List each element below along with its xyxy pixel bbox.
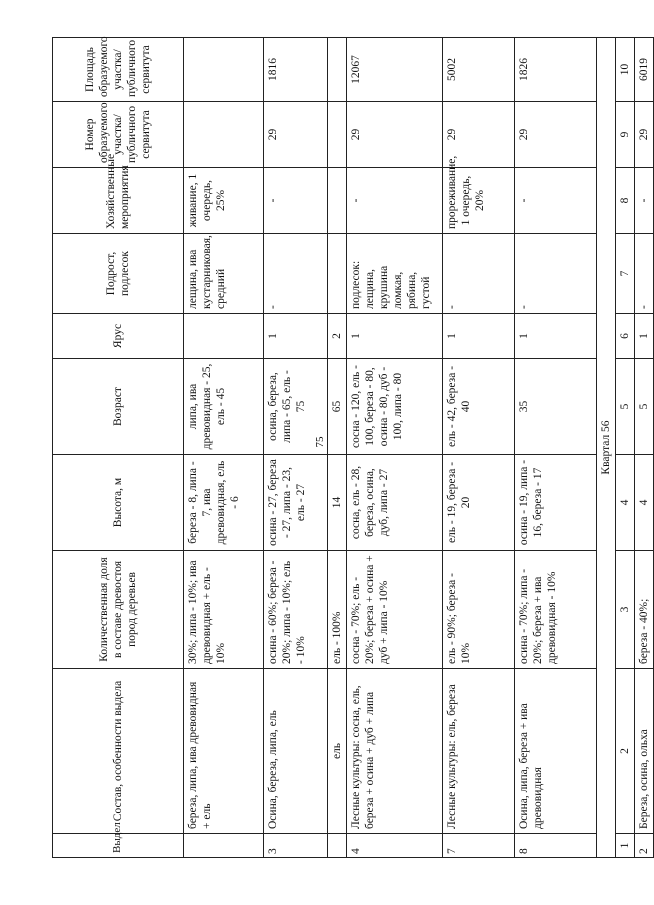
column-numbering-row — [616, 38, 635, 858]
table-row — [443, 38, 515, 858]
cell-podrost: - — [515, 234, 597, 314]
cell-podrost: - — [443, 234, 515, 314]
cell-nomer: 29 — [515, 102, 597, 168]
cell-dolya: сосна - 70%; ель - 20%; береза + осина + дуб + липа - 10% — [347, 551, 443, 669]
cell-vozrast: 35 — [515, 359, 597, 455]
cell-vozrast: липа, ива древовидная - 25, ель - 45 — [184, 359, 264, 455]
cell-yarus — [184, 314, 264, 359]
header-ploshad: Площадь образуемого участка/ публичного сервитута — [53, 38, 184, 102]
header-nomer: Номер образуемого участка/ публичного сервитута — [53, 102, 184, 168]
quarter-label: Квартал 56 — [597, 38, 616, 858]
table-row — [515, 38, 597, 858]
cell-yarus: 1 — [515, 314, 597, 359]
table-row — [635, 38, 654, 858]
cell-vydel — [328, 834, 347, 858]
cell-sostav: Лесные культуры: ель, береза — [443, 669, 515, 834]
cell-podrost: лещина, ива кустарниковая, средний — [184, 234, 264, 314]
cell-vozrast: осина, береза, липа - 65, ель - 75 — [264, 359, 328, 455]
cell-podrost — [328, 234, 347, 314]
quarter-row — [597, 38, 616, 858]
column-number: 9 — [616, 102, 635, 168]
cell-vysota: осина - 27, береза - 27, липа - 23, ель - 27 — [264, 455, 328, 551]
column-number: 10 — [616, 38, 635, 102]
cell-dolya: ель - 100% — [328, 551, 347, 669]
cell-dolya: 30%; липа - 10%; ива древовидная + ель - 10% — [184, 551, 264, 669]
cell-dolya: береза - 40%; — [635, 551, 654, 669]
forest-inventory-table — [52, 37, 654, 858]
column-number: 8 — [616, 168, 635, 234]
cell-vysota: 14 — [328, 455, 347, 551]
header-yarus: Ярус — [53, 314, 184, 359]
cell-vozrast: 5 — [635, 359, 654, 455]
cell-ploshad: 5002 — [443, 38, 515, 102]
cell-vozrast: 65 — [328, 359, 347, 455]
cell-podrost: - — [264, 234, 328, 314]
cell-meropriyatiya — [328, 168, 347, 234]
cell-podrost: - — [635, 234, 654, 314]
header-podrost: Подрост, подлесок — [53, 234, 184, 314]
column-number: 6 — [616, 314, 635, 359]
cell-ploshad: 12067 — [347, 38, 443, 102]
column-number: 7 — [616, 234, 635, 314]
cell-sostav: Береза, осина, ольха — [635, 669, 654, 834]
table-row — [347, 38, 443, 858]
cell-sostav: береза, липа, ива древовидная + ель — [184, 669, 264, 834]
cell-nomer: 29 — [264, 102, 328, 168]
cell-vozrast: ель - 42, береза - 40 — [443, 359, 515, 455]
header-vozrast: Возраст — [53, 359, 184, 455]
cell-sostav: Осина, береза, липа, ель — [264, 669, 328, 834]
cell-vozrast: сосна - 120, ель - 100, береза - 80, осина - 80, дуб - 100, липа - 80 — [347, 359, 443, 455]
cell-vysota: 4 — [635, 455, 654, 551]
cell-podrost: подлесок: лещина, крушина ломкая, рябина, густой — [347, 234, 443, 314]
cell-meropriyatiya: живание, 1 очередь, 25% — [184, 168, 264, 234]
cell-yarus: 1 — [443, 314, 515, 359]
rotated-table-container — [52, 36, 651, 858]
cell-ploshad: 6019 — [635, 38, 654, 102]
header-meropriyatiya: Хозяйственные мероприятия — [53, 168, 184, 234]
cell-vydel — [184, 834, 264, 858]
cell-yarus: 1 — [264, 314, 328, 359]
table-row — [328, 38, 347, 858]
cell-vydel: 2 — [635, 834, 654, 858]
cell-yarus: 2 — [328, 314, 347, 359]
column-number: 5 — [616, 359, 635, 455]
cell-meropriyatiya: - — [264, 168, 328, 234]
table-row — [264, 38, 328, 858]
header-sostav: Состав, особенности выдела — [53, 669, 184, 834]
cell-nomer: 29 — [347, 102, 443, 168]
cell-vydel: 7 — [443, 834, 515, 858]
cell-sostav: ель — [328, 669, 347, 834]
column-number: 3 — [616, 551, 635, 669]
cell-nomer — [184, 102, 264, 168]
header-vysota: Высота, м — [53, 455, 184, 551]
cell-vysota: осина - 19, липа - 16, береза - 17 — [515, 455, 597, 551]
cell-dolya: осина - 70%; липа - 20%; береза + ива древовидная - 10% — [515, 551, 597, 669]
cell-meropriyatiya: - — [515, 168, 597, 234]
cell-yarus: 1 — [347, 314, 443, 359]
cell-meropriyatiya: прореживание, 1 очередь, 20% — [443, 168, 515, 234]
cell-nomer: 29 — [443, 102, 515, 168]
table-row — [184, 38, 264, 858]
header-dolya: Количественная доля в составе древостоя пород деревьев — [53, 551, 184, 669]
cell-nomer — [328, 102, 347, 168]
cell-ploshad: 1816 — [264, 38, 328, 102]
cell-vysota: ель - 19, береза - 20 — [443, 455, 515, 551]
cell-nomer: 29 — [635, 102, 654, 168]
cell-vydel: 4 — [347, 834, 443, 858]
cell-meropriyatiya: - — [347, 168, 443, 234]
cell-dolya: ель - 90%; береза - 10% — [443, 551, 515, 669]
cell-vysota: сосна, ель - 28, береза, осина, дуб, липа - 27 — [347, 455, 443, 551]
cell-vysota: береза - 8, липа - 7, ива древовидная, ель - 6 — [184, 455, 264, 551]
page-number: 75 — [314, 436, 326, 448]
cell-yarus: 1 — [635, 314, 654, 359]
cell-ploshad — [184, 38, 264, 102]
cell-vydel: 3 — [264, 834, 328, 858]
cell-ploshad — [328, 38, 347, 102]
column-number: 4 — [616, 455, 635, 551]
header-row — [53, 38, 184, 858]
header-vydel: Выдел — [53, 834, 184, 858]
cell-sostav: Лесные культуры: сосна, ель, береза + осина + дуб + липа — [347, 669, 443, 834]
cell-dolya: осина - 60%; береза - 20%; липа - 10%; ель - 10% — [264, 551, 328, 669]
cell-meropriyatiya: - — [635, 168, 654, 234]
cell-ploshad: 1826 — [515, 38, 597, 102]
column-number: 2 — [616, 669, 635, 834]
column-number: 1 — [616, 834, 635, 858]
cell-sostav: Осина, липа, береза + ива древовидная — [515, 669, 597, 834]
cell-vydel: 8 — [515, 834, 597, 858]
